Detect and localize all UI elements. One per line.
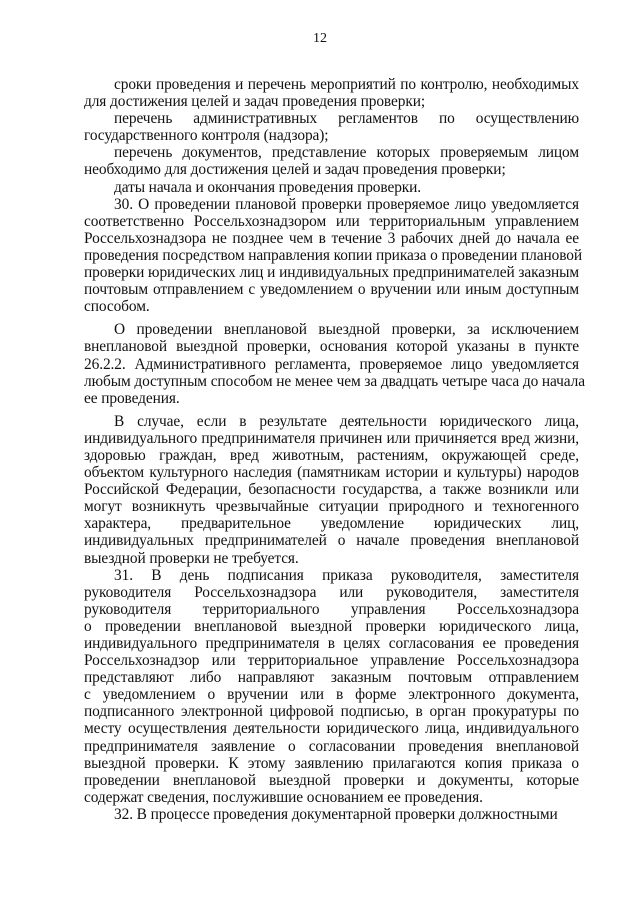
text-line: выездной проверки. К этому заявлению прилагаются копия приказа о xyxy=(84,754,579,772)
text-line: выездной проверки не требуется. xyxy=(84,549,299,567)
text-line: руководителя территориального управления Россельхознадзора xyxy=(84,600,579,618)
paragraph-p9 xyxy=(84,806,579,823)
text-line: почтовым отправлением с уведомлением о вручении или иным доступным xyxy=(84,281,579,299)
text-line: могут возникнуть чрезвычайные ситуации природного и техногенного xyxy=(84,498,579,516)
text-line: О проведении внеплановой выездной проверки, за исключением xyxy=(114,321,579,339)
text-line: проведения посредством направления копии приказа о проведении плановой xyxy=(84,246,583,264)
text-line: индивидуального предпринимателя причинен или причиняется вред жизни, xyxy=(84,429,579,447)
text-line: представляют либо направляют заказным почтовым отправлением xyxy=(84,669,579,687)
text-line: руководителя Россельхознадзора или руководителя, заместителя xyxy=(84,583,579,601)
text-line: внеплановой выездной проверки, основания которой указаны в пункте xyxy=(84,338,579,356)
text-line: 31. В день подписания приказа руководителя, заместителя xyxy=(114,566,579,584)
text-line: государственного контроля (надзора); xyxy=(84,127,329,145)
text-line: способом. xyxy=(84,298,150,316)
text-line: В случае, если в результате деятельности юридического лица, xyxy=(114,412,579,430)
text-line: о проведении внеплановой выездной проверки юридического лица, xyxy=(84,617,579,635)
text-line: предпринимателя заявление о согласовании проведения внеплановой xyxy=(84,737,579,755)
text-line: здоровью граждан, вред животным, растениям, окружающей среде, xyxy=(84,446,579,464)
text-line: даты начала и окончания проведения проверки. xyxy=(114,178,422,196)
text-line: для достижения целей и задач проведения проверки; xyxy=(84,93,426,111)
text-line: Россельхознадзор или территориальное управление Россельхознадзора xyxy=(84,652,579,670)
paragraph-p2 xyxy=(84,110,579,144)
text-line: ее проведения. xyxy=(84,389,180,407)
text-line: с уведомлением о вручении или в форме электронного документа, xyxy=(84,686,579,704)
paragraph-p8 xyxy=(84,567,579,806)
paragraph-p5 xyxy=(84,195,583,316)
text-line: Российской Федерации, безопасности государства, а также возникли или xyxy=(84,481,579,499)
paragraph-p1 xyxy=(84,76,579,110)
text-line: объектом культурного наследия (памятникам истории и культуры) народов xyxy=(84,464,579,482)
text-line: 30. О проведении плановой проверки проверяемое лицо уведомляется xyxy=(114,195,579,213)
text-line: перечень административных регламентов по осуществлению xyxy=(114,110,579,128)
paragraph-p7 xyxy=(84,413,579,567)
text-line: соответственно Россельхознадзором или территориальным управлением xyxy=(84,212,579,230)
text-line: Россельхознадзора не позднее чем в течение 3 рабочих дней до начала ее xyxy=(84,229,579,247)
paragraph-p4 xyxy=(84,179,579,196)
text-line: характера, предварительное уведомление юридических лиц, xyxy=(84,515,579,533)
text-line: 32. В процессе проведения документарной проверки должностными xyxy=(114,805,558,823)
text-line: месту осуществления деятельности юридического лица, индивидуального xyxy=(84,720,579,738)
text-line: содержат сведения, послужившие основанием ее проведения. xyxy=(84,788,483,806)
text-line: подписанного электронной цифровой подписью, в орган прокуратуры по xyxy=(84,703,579,721)
text-line: перечень документов, представление которых проверяемым лицом xyxy=(114,144,579,162)
text-line: проведении внеплановой выездной проверки и документы, которые xyxy=(84,771,579,789)
text-line: 26.2.2. Административного регламента, проверяемое лицо уведомляется xyxy=(84,355,579,373)
text-line: сроки проведения и перечень мероприятий по контролю, необходимых xyxy=(114,76,579,93)
text-line: индивидуальных предпринимателей о начале проведения внеплановой xyxy=(84,532,579,550)
paragraph-p6 xyxy=(84,321,585,407)
paragraph-p3 xyxy=(84,144,579,178)
text-line: необходимо для достижения целей и задач проведения проверки; xyxy=(84,161,506,179)
document-body xyxy=(84,76,585,823)
text-line: индивидуального предпринимателя в целях согласования ее проведения xyxy=(84,635,579,652)
text-line: любым доступным способом не менее чем за двадцать четыре часа до начала xyxy=(84,372,585,390)
text-line: проверки юридических лиц и индивидуальных предпринимателей заказным xyxy=(84,264,579,282)
page-number: 12 xyxy=(313,31,327,46)
